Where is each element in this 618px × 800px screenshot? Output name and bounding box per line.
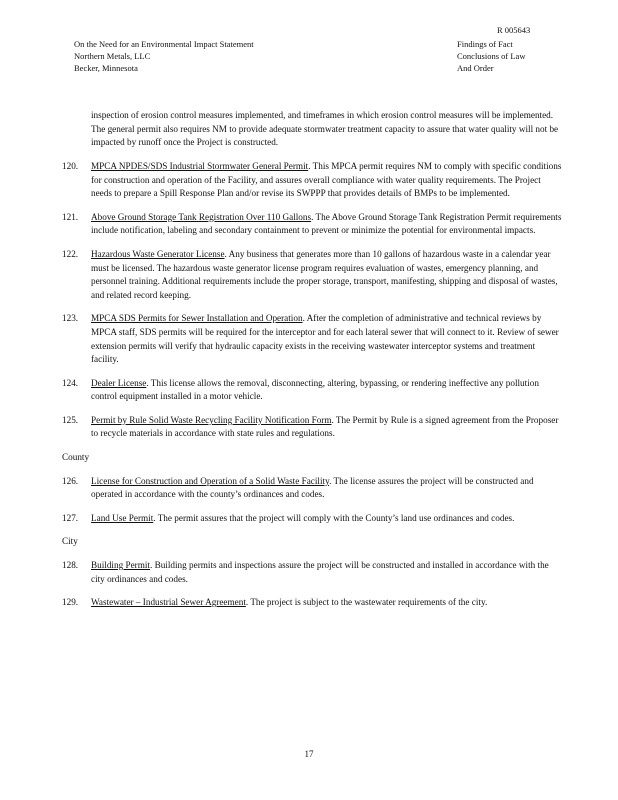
permit-title: Building Permit xyxy=(91,560,150,571)
finding-item xyxy=(62,475,562,502)
item-number: 127. xyxy=(62,512,79,523)
finding-item xyxy=(62,512,562,526)
item-description: . The Permit by Rule is a signed agreement from the Proposer to recycle materials in accordance with state rules and regulations. xyxy=(91,414,559,439)
finding-item xyxy=(62,414,562,441)
item-number: 123. xyxy=(62,313,79,324)
permit-title: Hazardous Waste Generator License xyxy=(91,248,225,259)
permit-title: Permit by Rule Solid Waste Recycling Facility Notification Form xyxy=(91,414,332,425)
item-text xyxy=(91,475,562,502)
item-description: . The Above Ground Storage Tank Registration Permit requirements include notification, labeling and secondary containment to prevent or minimize the potential for environmental impacts. xyxy=(91,211,562,236)
header-left xyxy=(74,38,254,74)
item-number: 128. xyxy=(62,560,79,571)
item-number: 125. xyxy=(62,414,79,425)
item-description: . Any business that generates more than 10 gallons of hazardous waste in a calendar year must be licensed. The hazardous waste generator license program requires evaluation of wastes, emergency planning, and personnel training. Additional requirements include the proper storage, transport, manifesting, shipping and disposal of wastes, and related record keeping. xyxy=(91,248,558,300)
permit-title: Dealer License xyxy=(91,377,147,388)
item-description: . This MPCA permit requires NM to comply with specific conditions for construction and operation of the Facility, and assures overall compliance with water quality requirements. The Project needs to prepare a Spill Response Plan and/or revise its SWPPP that provides details of BMPs to be implemented. xyxy=(91,160,562,199)
permit-title: Wastewater – Industrial Sewer Agreement xyxy=(91,597,246,608)
permit-title: MPCA SDS Permits for Sewer Installation and Operation xyxy=(91,313,303,324)
permit-title: License for Construction and Operation of a Solid Waste Facility xyxy=(91,475,330,486)
permit-title: Land Use Permit xyxy=(91,512,154,523)
item-description: . The project is subject to the wastewater requirements of the city. xyxy=(245,597,488,608)
item-number: 129. xyxy=(62,597,79,608)
item-description: . This license allows the removal, disconnecting, altering, bypassing, or rendering ineffective any pollution control equipment installed in a motor vehicle. xyxy=(91,377,539,402)
section-heading-county: County xyxy=(62,452,90,463)
header-left-line: On the Need for an Environmental Impact Statement xyxy=(74,39,254,49)
item-text xyxy=(91,160,562,201)
finding-item xyxy=(62,377,562,404)
item-description: . The permit assures that the project will comply with the County’s land use ordinances and codes. xyxy=(153,512,515,523)
finding-item xyxy=(62,160,562,201)
item-number: 124. xyxy=(62,377,79,388)
item-text xyxy=(91,312,562,366)
page-number: 17 xyxy=(304,749,314,759)
item-number: 122. xyxy=(62,248,79,259)
item-text xyxy=(91,248,562,302)
finding-item xyxy=(62,211,562,238)
header-left-line: Northern Metals, LLC xyxy=(74,51,151,61)
item-description: . After the completion of administrative and technical reviews by MPCA staff, SDS permits will be required for the interceptor and for each lateral sewer that will connect to it. Review of sewer extension permits will verify that hydraulic capacity exists in the receiving wastewater interceptor systems and treatment facility. xyxy=(91,313,559,365)
item-description: . Building permits and inspections assure the project will be constructed and installed in accordance with the city ordinances and codes. xyxy=(91,560,549,584)
item-number: 126. xyxy=(62,475,79,486)
finding-item xyxy=(62,312,562,366)
finding-item xyxy=(62,596,562,610)
finding-item xyxy=(62,559,562,586)
item-text xyxy=(91,211,562,238)
item-text xyxy=(91,377,562,404)
header-right xyxy=(457,38,525,74)
item-text xyxy=(91,596,562,610)
document-body xyxy=(62,100,562,620)
header-right-line: Conclusions of Law xyxy=(457,51,526,61)
header-right-line: Findings of Fact xyxy=(457,39,513,49)
bates-number: R 005643 xyxy=(497,25,531,35)
finding-item xyxy=(62,248,562,302)
item-description: . The license assures the project will be constructed and operated in accordance with the county’s ordinances and codes. xyxy=(91,475,534,500)
continuation-paragraph: inspection of erosion control measures implemented, and timeframes in which erosion control measures will be implemented. The general permit also requires NM to provide adequate stormwater treatment capacity to assure that water quality will not be impacted by runoff once the Project is constructed. xyxy=(91,110,559,148)
section-heading-city: City xyxy=(62,536,78,547)
item-text xyxy=(91,414,562,441)
header-right-line: And Order xyxy=(457,63,494,73)
item-text xyxy=(91,559,562,586)
item-number: 121. xyxy=(62,211,79,222)
item-number: 120. xyxy=(62,160,79,171)
item-text xyxy=(91,512,562,526)
header-left-line: Becker, Minnesota xyxy=(74,63,138,73)
permit-title: MPCA NPDES/SDS Industrial Stormwater General Permit xyxy=(91,160,309,171)
permit-title: Above Ground Storage Tank Registration Over 110 Gallons xyxy=(91,211,312,222)
